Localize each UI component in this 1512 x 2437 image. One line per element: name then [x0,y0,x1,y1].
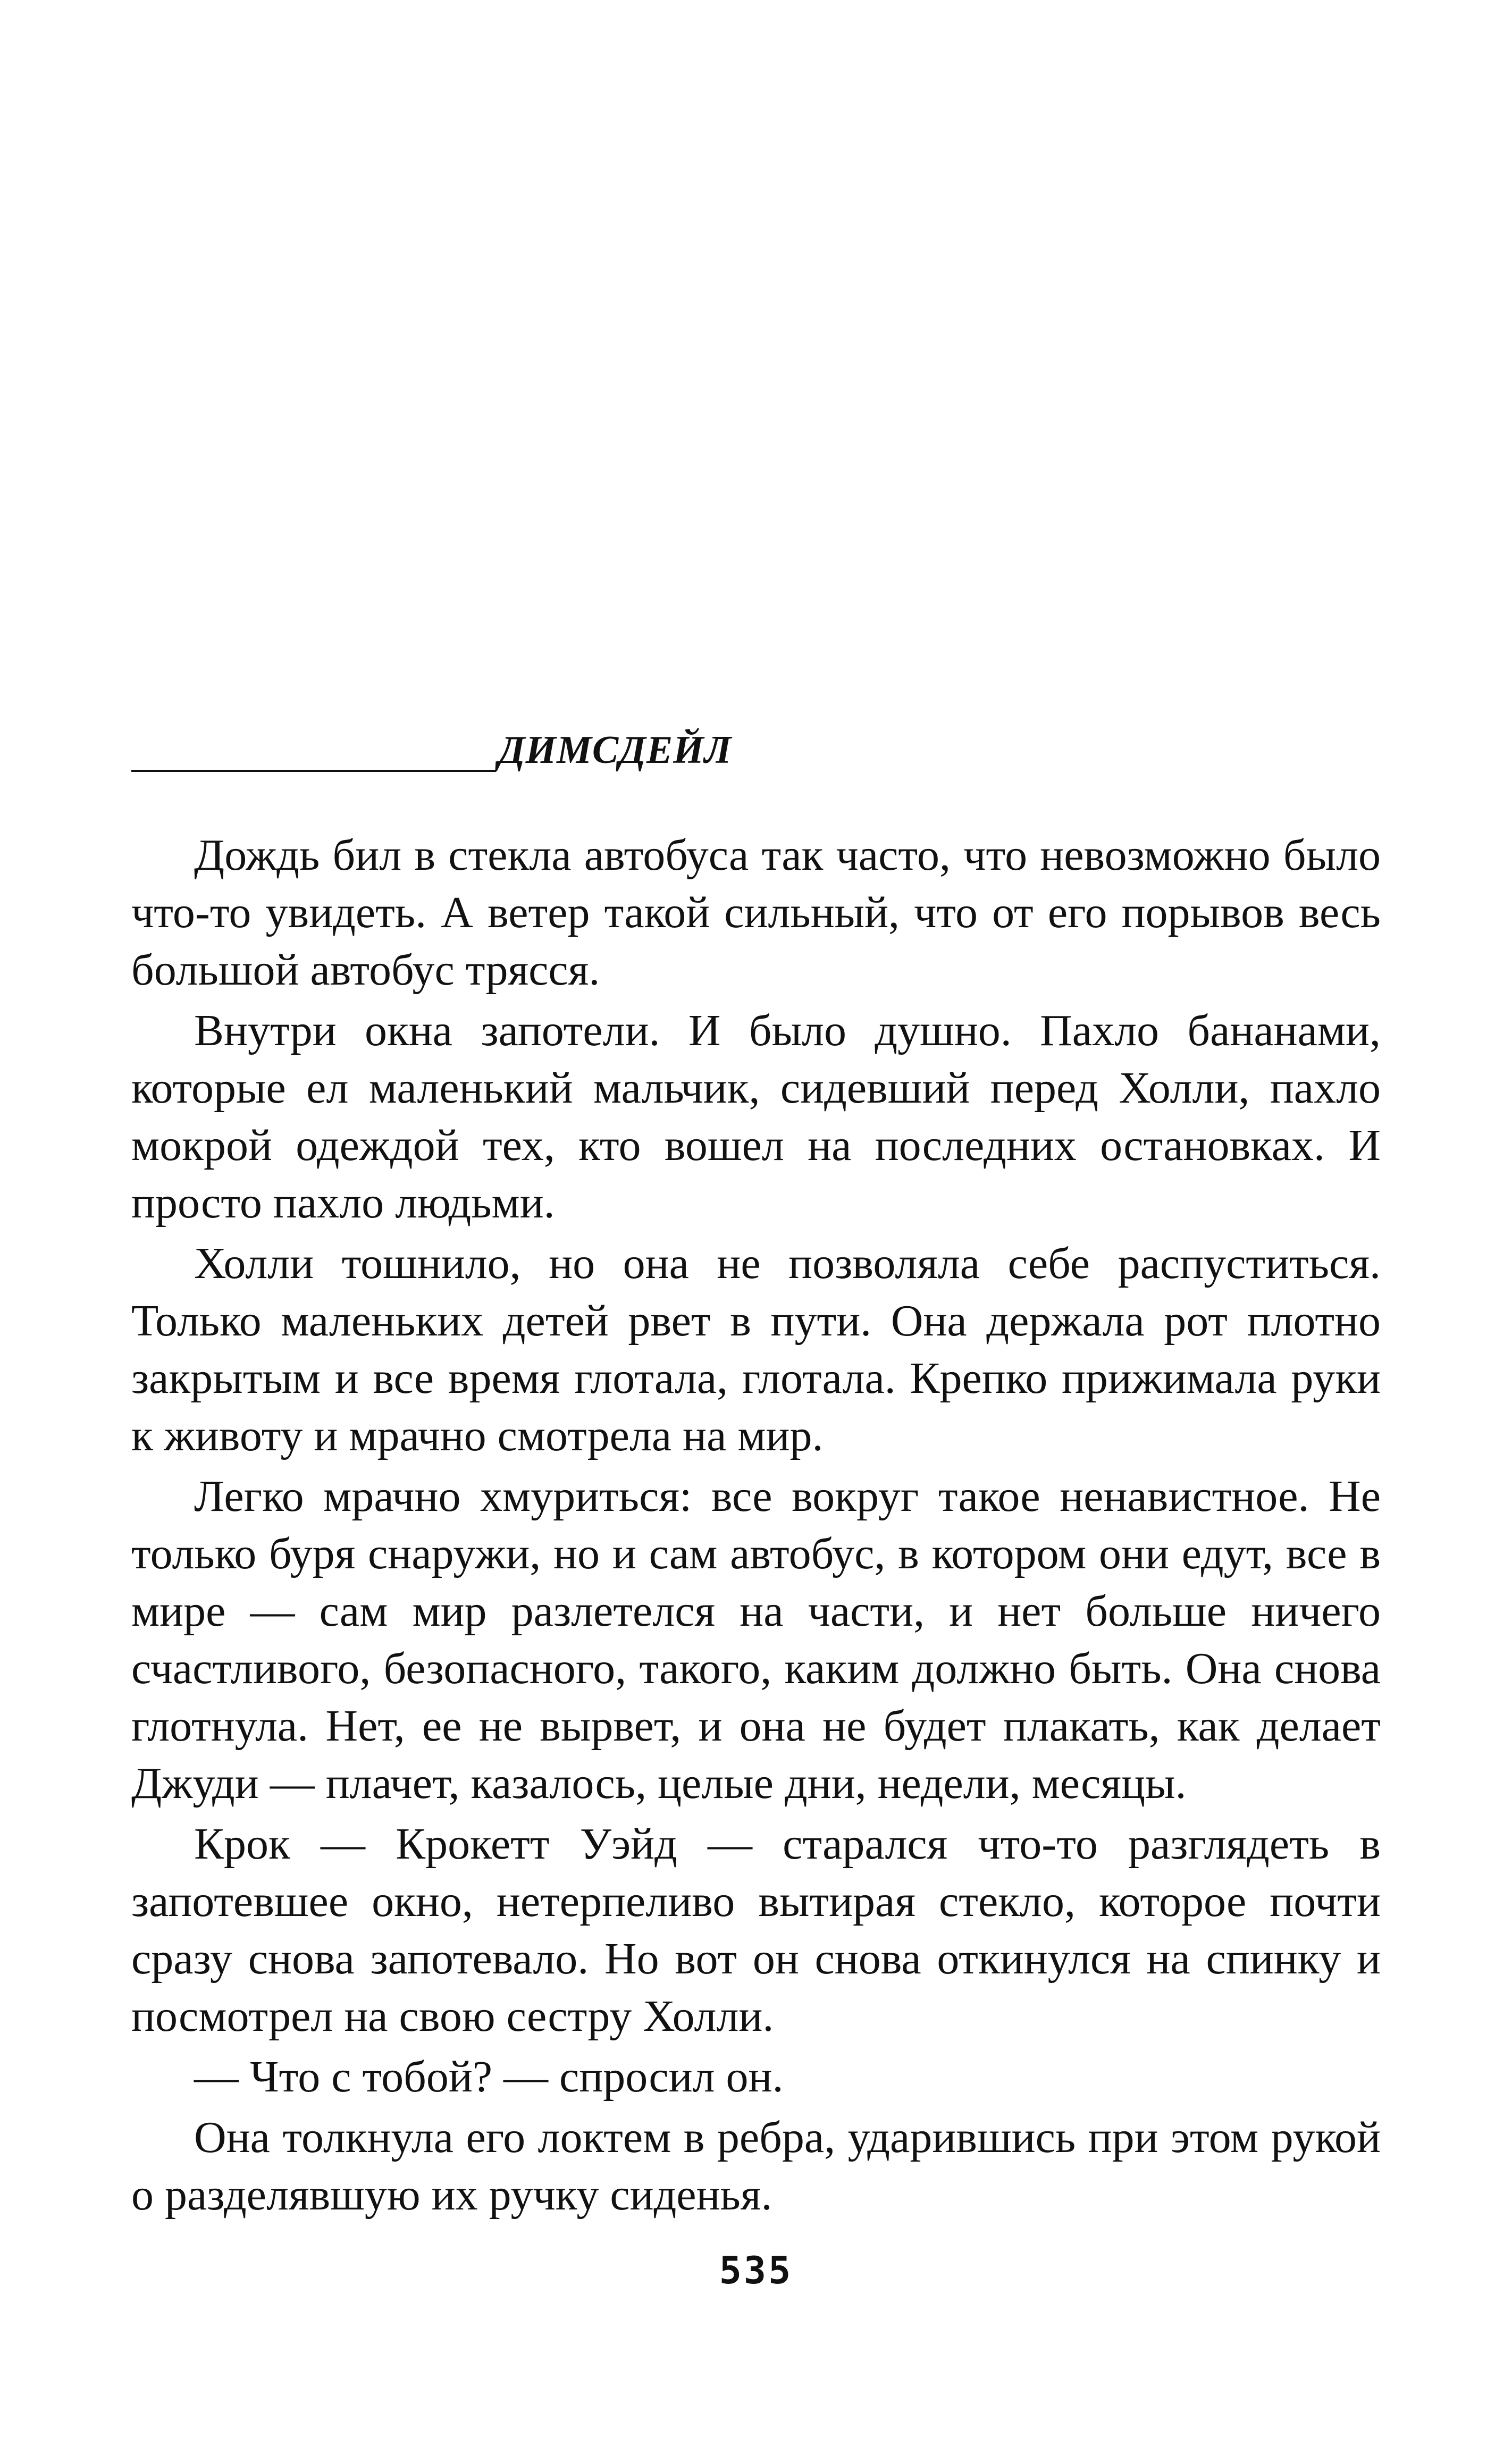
paragraph: Она толкнула его локтем в ребра, ударившись при этом рукой о разделявшую их ручку сиденья. [131,2113,1381,2220]
dialogue-line: — Что с тобой? — спросил он. [194,2052,784,2102]
body-text [131,827,1381,2227]
page-number: 535 [719,2249,793,2292]
paragraph: Легко мрачно хмуриться: все вокруг такое ненавистное. Не только буря снаружи, но и сам автобус, в котором они едут, все в мире — сам мир разлетелся на части, и нет больше ничего счастливого, безопасного, такого, каким должно быть. Она снова глотнула. Нет, ее не вырвет, и она не будет плакать, как делает Джуди — плачет, казалось, целые дни, недели, месяцы. [131,1472,1381,1808]
running-head-rule [131,770,496,772]
paragraph: Внутри окна запотели. И было душно. Пахло бананами, которые ел маленький мальчик, сидевший перед Холли, пахло мокрой одеждой тех, кто вошел на последних остановках. И просто пахло людьми. [131,1006,1381,1228]
running-head-title: ДИМСДЕЙЛ [498,728,732,772]
paragraph: Крок — Крокетт Уэйд — старался что-то разглядеть в запотевшее окно, нетерпеливо вытирая стекло, которое почти сразу снова запотевало. Но вот он снова откинулся на спинку и посмотрел на свою сестру Холли. [131,1819,1381,2041]
paragraph: Дождь бил в стекла автобуса так часто, что невозможно было что-то увидеть. А ветер такой сильный, что от его порывов весь большой автобус трясся. [131,830,1381,995]
paragraph: Холли тошнило, но она не позволяла себе распуститься. Только маленьких детей рвет в пути. Она держала рот плотно закрытым и все время глотала, глотала. Крепко прижимала руки к животу и мрачно смотрела на мир. [131,1239,1381,1460]
running-head [131,728,759,787]
